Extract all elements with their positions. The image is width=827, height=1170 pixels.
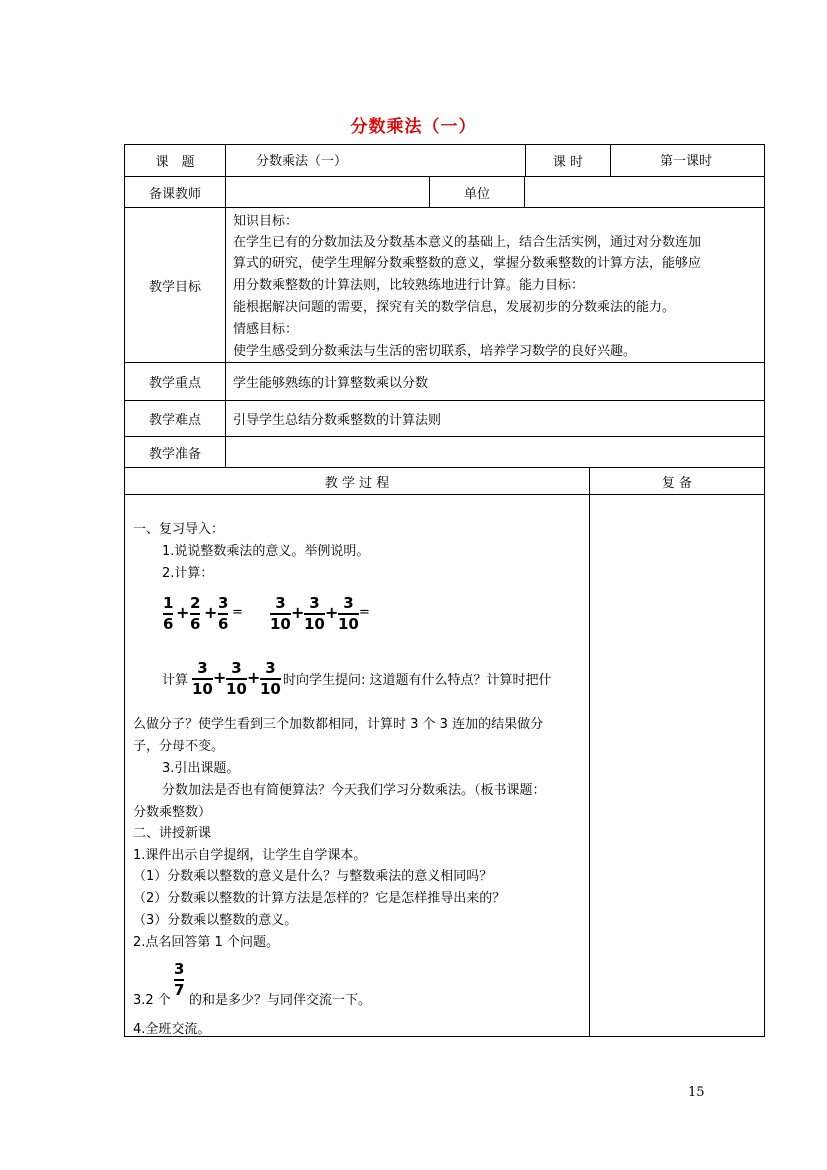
numerator: 3	[343, 594, 354, 612]
fraction	[226, 661, 247, 697]
process-line: 分数乘整数）	[133, 805, 212, 820]
denominator: 10	[304, 614, 325, 633]
goals-label: 教学目标	[148, 279, 201, 295]
document-title: 分数乘法（一）	[350, 117, 477, 137]
process-line: 2.计算：	[162, 566, 214, 581]
plus-sign: +	[176, 603, 190, 622]
numerator: 2	[190, 594, 201, 612]
key-point-label: 教学重点	[148, 376, 201, 391]
goals-line: 使学生感受到分数乘法与生活的密切联系，培养学习数学的良好兴趣。	[233, 344, 637, 359]
col-divider	[610, 144, 611, 177]
numerator: 3	[197, 659, 208, 677]
unit-label: 单位	[463, 186, 490, 202]
goals-line: 算式的研究，使学生理解分数乘整数的意义，掌握分数乘整数的计算方法，能够应	[233, 256, 702, 271]
fraction	[190, 596, 200, 632]
numerator: 1	[163, 594, 174, 612]
notes-header: 复 备	[661, 475, 693, 491]
numerator: 3	[218, 594, 229, 612]
page-number: 15	[688, 1085, 705, 1100]
equals-sign: =	[359, 605, 370, 620]
process-header: 教 学 过 程	[324, 475, 390, 491]
goals-line: 知识目标：	[233, 214, 299, 229]
fraction	[163, 596, 173, 632]
process-line: （2）分数乘以整数的计算方法是怎样的？它是怎样推导出来的？	[133, 891, 506, 906]
denominator: 10	[192, 679, 213, 698]
process-line: 么做分子？使学生看到三个加数都相同，计算时 3 个 3 连加的结果做分	[133, 717, 544, 732]
question-suffix: 的和是多少？与同伴交流一下。	[189, 993, 372, 1008]
process-line: 分数加法是否也有简便算法？今天我们学习分数乘法。（板书课题：	[162, 783, 546, 798]
process-line: 4.全班交流。	[133, 1022, 211, 1037]
fraction	[174, 962, 184, 998]
lesson-value: 分数乘法（一）	[256, 154, 348, 169]
fraction	[260, 661, 281, 697]
goals-line: 用分数乘整数的计算法则，比较熟练地进行计算。能力目标：	[233, 278, 585, 293]
numerator: 3	[231, 659, 242, 677]
fraction	[338, 596, 359, 632]
period-label: 课 时	[552, 155, 584, 170]
calc-prefix: 计算	[162, 673, 189, 688]
fraction	[270, 596, 291, 632]
numerator: 3	[275, 594, 286, 612]
goals-line: 在学生已有的分数加法及分数基本意义的基础上，结合生活实例，通过对分数连加	[233, 235, 702, 250]
plus-sign: +	[213, 668, 227, 687]
process-line: 1.说说整数乘法的意义。举例说明。	[162, 544, 370, 559]
process-line: 3.引出课题。	[162, 761, 240, 776]
denominator: 7	[174, 980, 185, 999]
goals-line: 情感目标：	[233, 322, 299, 337]
table-border-right	[764, 144, 765, 1037]
fraction	[218, 596, 228, 632]
prep-value	[226, 437, 764, 467]
table-border-bottom	[124, 1036, 765, 1037]
key-point-value: 学生能够熟练的计算整数乘以分数	[233, 376, 429, 391]
process-line: （3）分数乘以整数的意义。	[133, 913, 298, 928]
calc-suffix: 时向学生提问: 这道题有什么特点？计算时把什	[283, 673, 552, 688]
plus-sign: +	[247, 668, 261, 687]
denominator: 6	[163, 614, 174, 633]
process-line: 2.点名回答第 1 个问题。	[133, 935, 279, 950]
goals-line: 能根据解决问题的需要，探究有关的数学信息，发展初步的分数乘法的能力。	[233, 300, 676, 315]
process-line: 1.课件出示自学提纲，让学生自学课本。	[133, 848, 367, 863]
plus-sign: +	[291, 603, 305, 622]
row-divider	[124, 494, 765, 495]
teacher-label: 备课教师	[148, 186, 201, 202]
fraction	[304, 596, 325, 632]
process-line: 子，分母不变。	[133, 739, 225, 754]
numerator: 3	[265, 659, 276, 677]
numerator: 3	[174, 960, 185, 978]
denominator: 10	[338, 614, 359, 633]
denominator: 10	[260, 679, 281, 698]
difficulty-value: 引导学生总结分数乘整数的计算法则	[233, 413, 442, 428]
denominator: 6	[218, 614, 229, 633]
equals-sign: =	[232, 605, 243, 620]
lesson-label: 课 题	[155, 155, 195, 170]
question-prefix: 3.2 个	[133, 993, 171, 1008]
plus-sign: +	[325, 603, 339, 622]
prep-label: 教学准备	[148, 446, 201, 462]
unit-value	[525, 177, 764, 207]
plus-sign: +	[204, 603, 218, 622]
numerator: 3	[309, 594, 320, 612]
teacher-value	[226, 177, 429, 207]
denominator: 6	[190, 614, 201, 633]
difficulty-label: 教学难点	[148, 413, 201, 428]
process-line: （1）分数乘以整数的意义是什么？与整数乘法的意义相同吗？	[133, 869, 493, 884]
denominator: 10	[226, 679, 247, 698]
period-value: 第一课时	[660, 154, 713, 169]
process-line: 二、讲授新课	[133, 826, 212, 841]
process-line: 一、复习导入：	[133, 522, 225, 537]
col-divider	[589, 467, 590, 1037]
fraction	[192, 661, 213, 697]
denominator: 10	[270, 614, 291, 633]
